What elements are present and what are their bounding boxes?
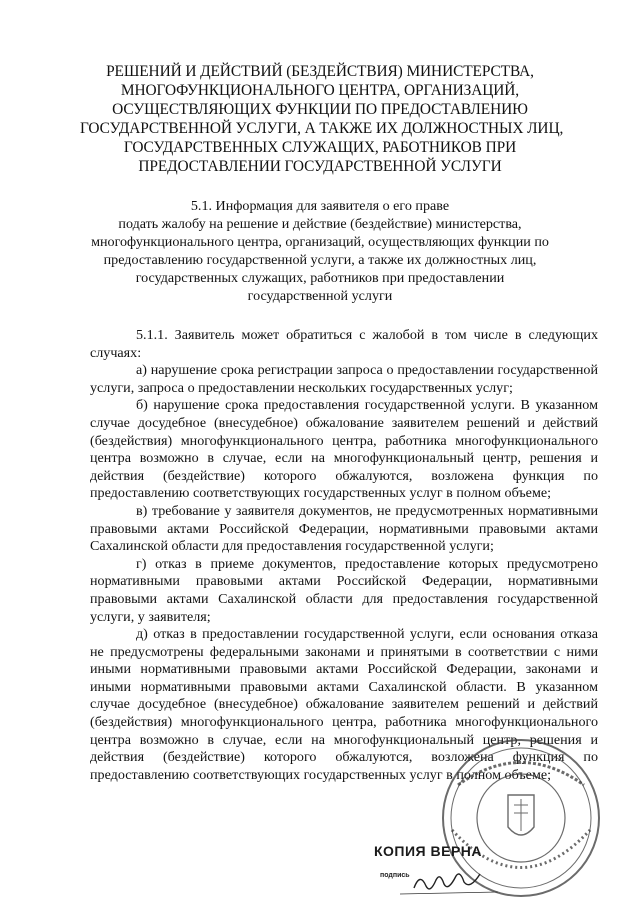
title-line: ГОСУДАРСТВЕННЫХ СЛУЖАЩИХ, РАБОТНИКОВ ПРИ: [123, 139, 517, 156]
subsection-line: 5.1. Информация для заявителя о его праве: [190, 198, 450, 214]
paragraph-item-g: г) отказ в приеме документов, предоставление которых предусмотрено нормативными правовыми актами Российской Федерации, нормативными правовыми актами Сахалинской области для предоставления государственной услуги, у заявителя;: [90, 555, 598, 625]
section-title: [80, 62, 564, 176]
paragraph-5-1-1: 5.1.1. Заявитель может обратиться с жалобой в том числе в следующих случаях:: [90, 327, 598, 361]
paragraph-item-a: а) нарушение срока регистрации запроса о предоставлении государственной услуги, запроса о предоставлении нескольких государственных услуг;: [90, 362, 598, 396]
paragraph-item-b: б) нарушение срока предоставления государственной услуги. В указанном случае досудебное (внесудебное) обжалование заявителем решений и действий (бездействия) многофункционального центра, работника многофункционального центра возможно в случае, если на многофункциональный центр, решения и действия (бездействие) которого обжалуются, возложена функция по предоставлению соответствующих государственных услуг в полном объеме;: [90, 397, 598, 502]
subsection-line: государственной услуги: [247, 288, 393, 304]
title-line: РЕШЕНИЙ И ДЕЙСТВИЙ (БЕЗДЕЙСТВИЯ) МИНИСТЕРСТВА,: [106, 63, 534, 80]
signature-label: подпись: [380, 872, 410, 879]
paragraph-item-v: в) требование у заявителя документов, не предусмотренных нормативными правовыми актами Российской Федерации, нормативными правовыми актами Сахалинской области для предоставления государственной услуги;: [90, 502, 598, 555]
subsection-line: государственных служащих, работников при предоставлении: [135, 270, 505, 286]
handwritten-signature: [400, 868, 500, 898]
title-line: ПРЕДОСТАВЛЕНИИ ГОСУДАРСТВЕННОЙ УСЛУГИ: [138, 158, 502, 175]
copy-stamp: КОПИЯ ВЕРНА: [374, 843, 483, 859]
paragraph-item-d: д) отказ в предоставлении государственной услуги, если основания отказа не предусмотрены федеральными законами и принятыми в соответствии с ними иными нормативными правовыми актами Российской Федерации, законами и иными нормативными правовыми актами Сахалинской области. В указанном случае досудебное (внесудебное) обжалование заявителем решений и действий (бездействия) многофункционального центра, работника многофункционального центра возможно в случае, если на многофункциональный центр, решения и действия (бездействие) которого обжалуются, возложена функция по предоставлению соответствующих государственных услуг в полном объеме;: [90, 626, 598, 783]
subsection-heading: [70, 197, 570, 305]
title-line: ОСУЩЕСТВЛЯЮЩИХ ФУНКЦИИ ПО ПРЕДОСТАВЛЕНИЮ: [112, 101, 528, 118]
subsection-line: предоставлению государственной услуги, а также их должностных лиц,: [103, 252, 537, 268]
subsection-line: многофункционального центра, организаций, осуществляющих функции по: [91, 234, 549, 250]
title-line: МНОГОФУНКЦИОНАЛЬНОГО ЦЕНТРА, ОРГАНИЗАЦИЙ,: [120, 82, 520, 99]
body-text: [90, 327, 598, 784]
subsection-line: подать жалобу на решение и действие (бездействие) министерства,: [118, 216, 522, 232]
title-line: ГОСУДАРСТВЕННОЙ УСЛУГИ, А ТАКЖЕ ИХ ДОЛЖНОСТНЫХ ЛИЦ,: [80, 120, 564, 137]
